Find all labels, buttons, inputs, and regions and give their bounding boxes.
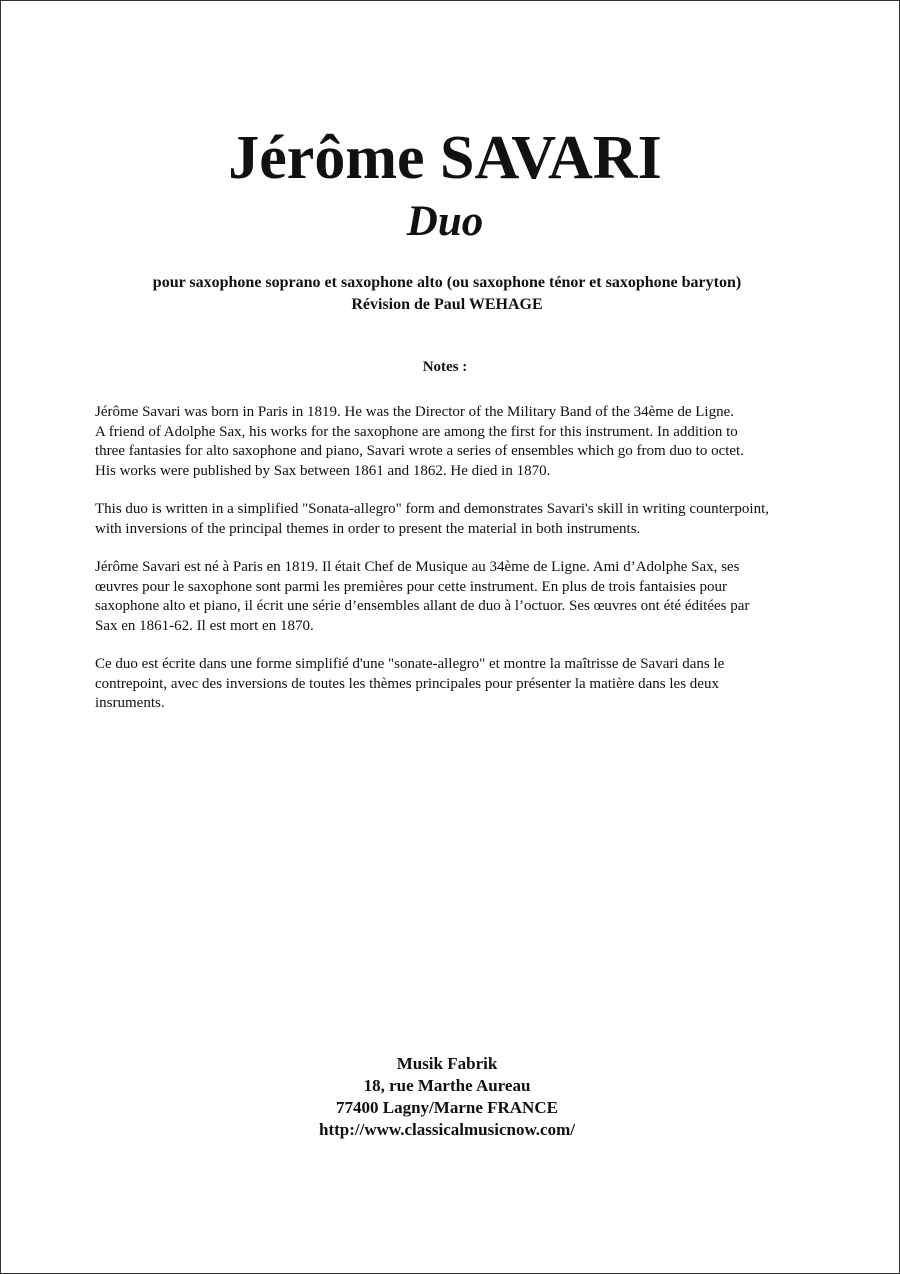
publisher-block: [0, 1053, 894, 1141]
notes-body: [95, 403, 835, 733]
publisher-street: 18, rue Marthe Aureau: [363, 1076, 531, 1095]
notes-heading: Notes :: [422, 359, 468, 375]
notes-paragraph-english-form: This duo is written in a simplified "Sonata-allegro" form and demonstrates Savari's skill in writing counterpoint, with inversions of the principal themes in order to present the material in both instruments.: [95, 501, 769, 537]
composer-name: Jérôme SAVARI: [228, 124, 662, 192]
revision-credit: Révision de Paul WEHAGE: [351, 296, 543, 313]
notes-paragraph-french-bio: Jérôme Savari est né à Paris en 1819. Il était Chef de Musique au 34ème de Ligne. Ami d’Adolphe Sax, ses œuvres pour le saxophone sont parmi les premières pour cette instrument. En plus de trois fantaisies pour saxophone alto et piano, il écrit une série d’ensembles allant de duo à l’octuor. Ses œuvres ont été éditées par Sax en 1861-62. Il est mort en 1870.: [95, 559, 750, 634]
notes-paragraph-english-bio: Jérôme Savari was born in Paris in 1819. He was the Director of the Military Band of the 34ème de Ligne. A friend of Adolphe Sax, his works for the saxophone are among the first for this instrument. In addition to three fantasies for alto saxophone and piano, Savari wrote a series of ensembles which go from duo to octet. His works were published by Sax between 1861 and 1862. He died in 1870.: [95, 404, 744, 479]
publisher-city: 77400 Lagny/Marne FRANCE: [336, 1098, 558, 1117]
work-title: Duo: [406, 198, 484, 245]
publisher-name: Musik Fabrik: [396, 1054, 498, 1073]
notes-paragraph-french-form: Ce duo est écrite dans une forme simplifié d'une "sonate-allegro" et montre la maîtrisse de Savari dans le contrepoint, avec des inversions de toutes les thèmes principales pour présenter la matière dans les deux insruments.: [95, 656, 725, 711]
publisher-url-link[interactable]: http://www.classicalmusicnow.com/: [319, 1120, 575, 1139]
instrumentation-line: pour saxophone soprano et saxophone alto (ou saxophone ténor et saxophone baryton): [152, 274, 742, 291]
